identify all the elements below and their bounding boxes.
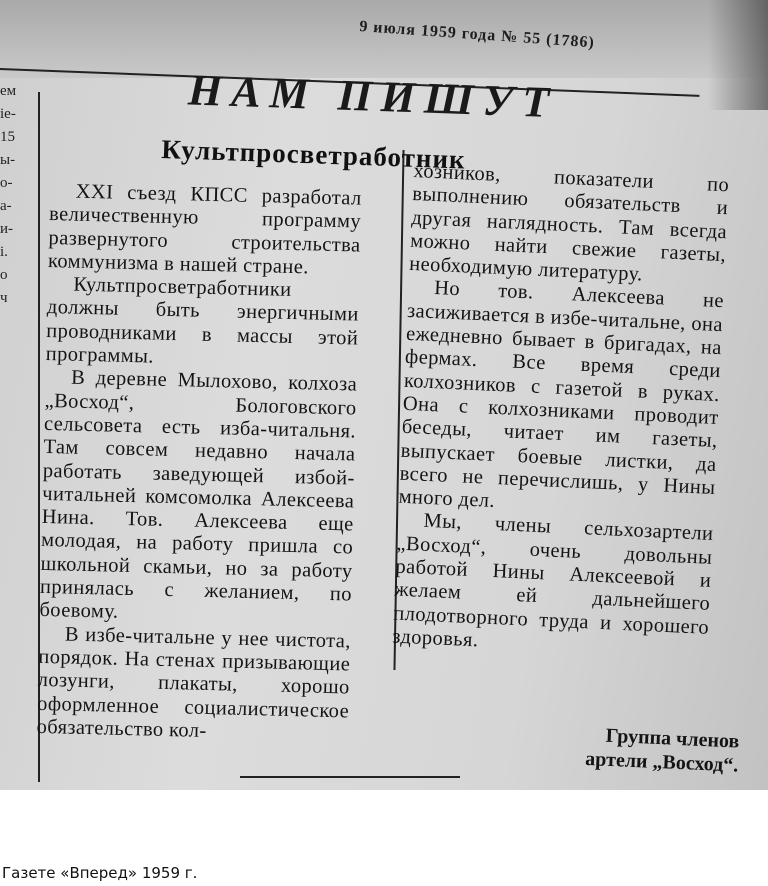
- fragment-line: і.: [0, 244, 8, 260]
- fragment-line: ы-: [0, 152, 16, 168]
- paragraph: XXI съезд КПСС разработал величественную программу развернутого строительства коммунизма в нашей стране.: [47, 180, 362, 279]
- paragraph: В деревне Мылохово, колхоза „Восход“, Бологовского сельсовета есть изба-читальня. Там совсем недавно начала работать заведующей избой-читальней комсомолка Алексеева Нина. Тов. Алексеева еще молодая, на работу пришла со школьной скамьи, но за работу принялась с желанием, по боевому.: [39, 366, 358, 624]
- adjacent-column-fragment: [0, 80, 34, 380]
- fragment-line: о: [0, 267, 8, 283]
- signature-line: артели „Восход“.: [584, 747, 739, 777]
- article-headline: Культпросветработник: [160, 134, 467, 175]
- fragment-line: и-: [0, 221, 14, 237]
- paragraph: Культпросветработники должны быть энергичными проводниками в массы этой программы.: [45, 273, 360, 368]
- fragment-line: а-: [0, 198, 12, 214]
- fragment-line: іе-: [0, 106, 16, 122]
- paragraph: Мы, члены сельхозартели „Восход“, очень довольны работой Нины Алексеевой и желаем ей дальнейшего плодотворного труда и хорошего здоровья.: [391, 510, 714, 652]
- issue-date-line: 9 июля 1959 года № 55 (1786): [358, 18, 596, 52]
- rubric-title: НАМ ПИШУТ: [187, 65, 559, 128]
- fragment-line: 15: [0, 129, 15, 145]
- bottom-rule: [240, 776, 460, 778]
- fragment-line: о-: [0, 175, 13, 191]
- article-column-2: [392, 160, 730, 663]
- signature-line: Группа членов: [605, 724, 740, 753]
- fragment-line: ч: [0, 290, 8, 306]
- article-signature: [518, 720, 740, 778]
- paragraph: Но тов. Алексеева не засиживается в избе-читальне, она ежедневно бывает в бригадах, на фермах. Все время среди колхозников с газетой в руках. Она с колхозниками проводит беседы, читает им газеты, выпускает боевые листки, да всего не перечислишь, у Нины много дел.: [398, 277, 725, 513]
- article-column-1: [36, 180, 362, 747]
- fragment-line: ем: [0, 83, 17, 99]
- image-caption: Газете «Вперед» 1959 г.: [2, 864, 198, 882]
- paragraph: В избе-читальне у нее чистота, порядок. На стенах призывающие лозунги, плакаты, хорошо оформленное социалистическое обязательство кол-: [36, 623, 352, 742]
- paragraph: хозников, показатели по выполнению обязательств и другая наглядность. Там всегда можно найти свежие газеты, необходимую литературу.: [408, 160, 730, 286]
